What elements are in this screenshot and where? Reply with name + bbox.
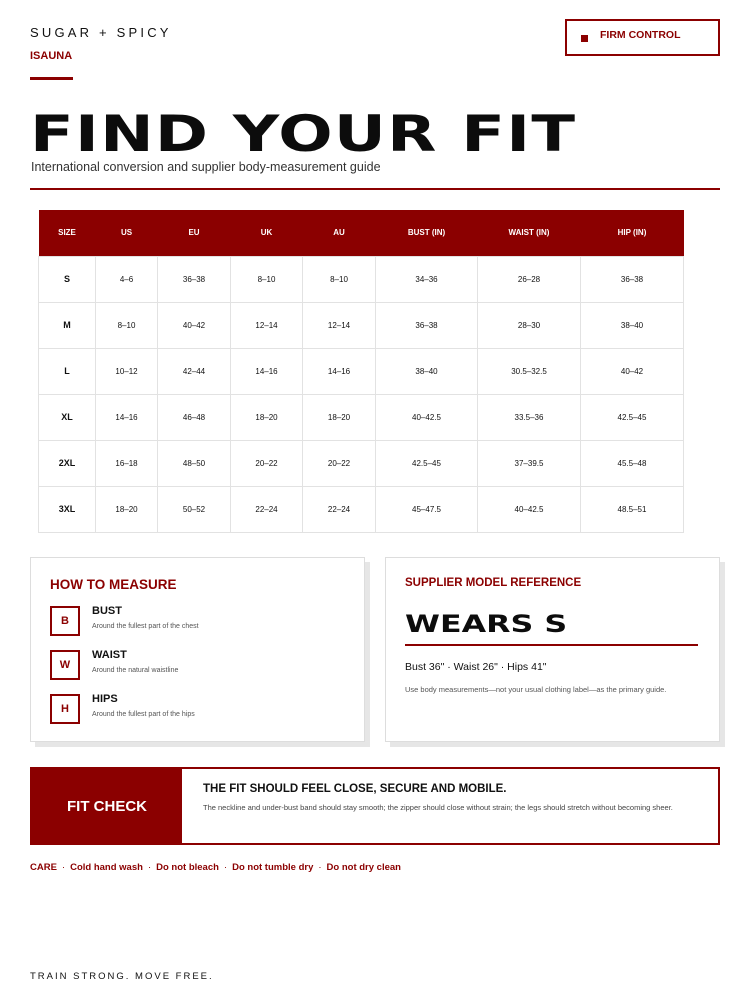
model-reference-title: SUPPLIER MODEL REFERENCE — [405, 577, 582, 589]
table-cell: 22–24 — [231, 486, 303, 532]
model-size-heading: WEARS S — [405, 610, 568, 638]
square-bullet-icon — [581, 35, 588, 42]
table-cell: 42.5–45 — [581, 394, 684, 440]
table-cell: 12–14 — [231, 302, 303, 348]
table-cell: 50–52 — [158, 486, 231, 532]
size-cell: S — [39, 256, 96, 302]
table-cell: 40–42.5 — [376, 394, 478, 440]
table-cell: 40–42 — [158, 302, 231, 348]
table-cell: 14–16 — [96, 394, 158, 440]
care-item: Do not bleach — [156, 862, 219, 873]
table-cell: 38–40 — [376, 348, 478, 394]
table-cell: 37–39.5 — [478, 440, 581, 486]
column-header: UK — [231, 210, 303, 256]
table-cell: 48.5–51 — [581, 486, 684, 532]
table-cell: 40–42.5 — [478, 486, 581, 532]
table-cell: 30.5–32.5 — [478, 348, 581, 394]
bust-letter-icon: B — [50, 606, 80, 636]
fit-check-body: The neckline and under-bust band should stay smooth; the zipper should close without strain; the legs should stretch without becoming sheer. — [203, 803, 673, 812]
table-cell: 20–22 — [231, 440, 303, 486]
measure-item-desc: Around the fullest part of the chest — [92, 623, 199, 630]
brand-name: SUGAR + SPICY — [30, 25, 172, 40]
table-cell: 42.5–45 — [376, 440, 478, 486]
table-cell: 48–50 — [158, 440, 231, 486]
table-row — [39, 440, 684, 486]
care-instructions — [30, 862, 401, 873]
size-cell: 2XL — [39, 440, 96, 486]
table-cell: 26–28 — [478, 256, 581, 302]
table-cell: 12–14 — [303, 302, 376, 348]
badge-label: FIRM CONTROL — [600, 29, 681, 41]
separator-dot: · — [318, 862, 322, 873]
model-measurements: Bust 36" · Waist 26" · Hips 41" — [405, 661, 547, 673]
waist-letter-icon: W — [50, 650, 80, 680]
table-cell: 22–24 — [303, 486, 376, 532]
table-row — [39, 394, 684, 440]
footer-tagline: TRAIN STRONG. MOVE FREE. — [30, 971, 214, 982]
table-cell: 42–44 — [158, 348, 231, 394]
brand-divider — [30, 77, 73, 80]
measure-item-name: BUST — [92, 605, 122, 617]
measure-item-desc: Around the fullest part of the hips — [92, 711, 195, 718]
care-item: Do not tumble dry — [232, 862, 314, 873]
table-cell: 18–20 — [303, 394, 376, 440]
care-item: Do not dry clean — [326, 862, 401, 873]
column-header: WAIST (IN) — [478, 210, 581, 256]
table-cell: 45–47.5 — [376, 486, 478, 532]
model-divider — [405, 644, 698, 646]
size-conversion-table — [38, 210, 684, 533]
separator-dot: · — [223, 862, 228, 873]
page-subtitle: International conversion and supplier body-measurement guide — [31, 160, 381, 174]
table-cell: 34–36 — [376, 256, 478, 302]
hips-letter-icon: H — [50, 694, 80, 724]
fit-check-label: FIT CHECK — [67, 797, 147, 815]
table-cell: 18–20 — [231, 394, 303, 440]
table-cell: 16–18 — [96, 440, 158, 486]
table-cell: 8–10 — [96, 302, 158, 348]
care-item: Cold hand wash — [70, 862, 143, 873]
table-cell: 10–12 — [96, 348, 158, 394]
how-to-measure-panel — [30, 557, 365, 742]
size-cell: 3XL — [39, 486, 96, 532]
table-cell: 8–10 — [303, 256, 376, 302]
measure-item-bust — [50, 606, 350, 638]
column-header: US — [96, 210, 158, 256]
column-header: BUST (IN) — [376, 210, 478, 256]
table-cell: 4–6 — [96, 256, 158, 302]
size-cell: M — [39, 302, 96, 348]
separator-dot: · — [61, 862, 66, 873]
table-cell: 33.5–36 — [478, 394, 581, 440]
size-cell: L — [39, 348, 96, 394]
table-cell: 45.5–48 — [581, 440, 684, 486]
firm-control-badge — [565, 19, 720, 56]
column-header: HIP (IN) — [581, 210, 684, 256]
size-cell: XL — [39, 394, 96, 440]
fit-check-headline: THE FIT SHOULD FEEL CLOSE, SECURE AND MOBILE. — [203, 783, 507, 795]
table-cell: 20–22 — [303, 440, 376, 486]
model-note: Use body measurements—not your usual clothing label—as the primary guide. — [405, 685, 667, 694]
care-label: CARE — [30, 862, 57, 873]
page-title: FIND YOUR FIT — [30, 105, 577, 163]
table-cell: 14–16 — [231, 348, 303, 394]
fit-check-label-box — [32, 769, 182, 843]
column-header: EU — [158, 210, 231, 256]
table-cell: 18–20 — [96, 486, 158, 532]
table-cell: 36–38 — [158, 256, 231, 302]
table-row — [39, 302, 684, 348]
measure-item-hips — [50, 694, 350, 726]
how-to-measure-title: HOW TO MEASURE — [50, 577, 177, 592]
table-header-row — [39, 210, 684, 256]
measure-item-name: WAIST — [92, 649, 127, 661]
fit-check-banner — [30, 767, 720, 845]
table-cell: 40–42 — [581, 348, 684, 394]
table-row — [39, 486, 684, 532]
table-cell: 36–38 — [581, 256, 684, 302]
table-row — [39, 348, 684, 394]
title-divider — [30, 188, 720, 190]
separator-dot: · — [147, 862, 152, 873]
table-cell: 14–16 — [303, 348, 376, 394]
measure-item-name: HIPS — [92, 693, 118, 705]
column-header: SIZE — [39, 210, 96, 256]
product-name: ISAUNA — [30, 50, 73, 62]
table-cell: 38–40 — [581, 302, 684, 348]
measure-item-waist — [50, 650, 350, 682]
table-cell: 8–10 — [231, 256, 303, 302]
measure-item-desc: Around the natural waistline — [92, 667, 179, 674]
table-cell: 28–30 — [478, 302, 581, 348]
column-header: AU — [303, 210, 376, 256]
table-row — [39, 256, 684, 302]
table-cell: 36–38 — [376, 302, 478, 348]
table-cell: 46–48 — [158, 394, 231, 440]
model-reference-panel — [385, 557, 720, 742]
